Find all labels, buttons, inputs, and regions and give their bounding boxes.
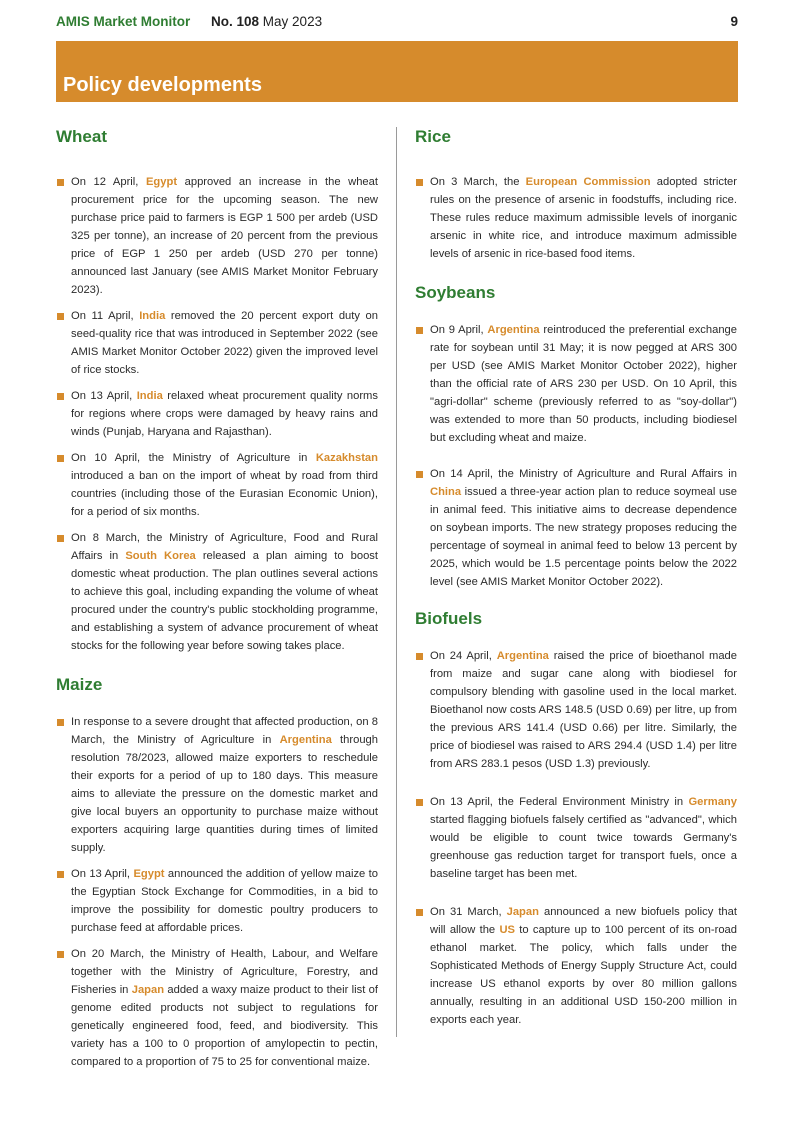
country-name: Argentina [487, 324, 540, 336]
maize-heading: Maize [56, 675, 103, 694]
country-name: Japan [131, 984, 165, 996]
soybeans-item: On 14 April, the Ministry of Agriculture and Rural Affairs in China issued a three-year action plan to reduce soymeal use in animal feed. This initiative aims to decrease dependence on soybean imports. The new strategy proposes reducing the percentage of soymeal in animal feed to below 13 percent by 2025, which would be 1.5 percentage points below the 2022 level (see AMIS Market Monitor October 2022). [415, 465, 737, 591]
page-header [56, 14, 738, 34]
wheat-item: On 11 April, India removed the 20 percent export duty on seed-quality rice that was introduced in September 2022 (see AMIS Market Monitor October 2022) given the improved level of rice stocks. [56, 307, 378, 379]
country-name: Kazakhstan [315, 452, 378, 464]
wheat-item: On 10 April, the Ministry of Agriculture in Kazakhstan introduced a ban on the import of wheat by road from third countries (including those of the Eurasian Economic Union), for a period of six months. [56, 449, 378, 521]
country-name: European Commission [525, 176, 651, 188]
wheat-item: On 13 April, India relaxed wheat procurement quality norms for regions where crops were damaged by heavy rains and winds (Punjab, Haryana and Rajasthan). [56, 387, 378, 441]
section-title: Policy developments [63, 74, 262, 96]
left-column [56, 127, 378, 1071]
country-name: Argentina [279, 734, 332, 746]
country-name: Egypt [133, 868, 165, 880]
maize-item: In response to a severe drought that affected production, on 8 March, the Ministry of Agriculture in Argentina through resolution 78/2023, allowed maize exporters to reschedule their exports for a period of up to 180 days. This measure aims to alleviate the pressure on the domestic market and give local buyers an opportunity to purchase maize without exporters acquiring large quantities during times of limited supply. [56, 713, 378, 857]
country-name: Egypt [145, 176, 178, 188]
section-banner [56, 41, 738, 102]
issue-info [211, 14, 322, 29]
biofuels-item: On 13 April, the Federal Environment Ministry in Germany started flagging biofuels falsely certified as "advanced", which would be eligible to count twice towards Germany's greenhouse gas reduction target for transport fuels, once a baseline target has been met. [415, 793, 737, 883]
country-name: India [139, 310, 166, 322]
country-name: Japan [506, 906, 539, 918]
maize-item: On 20 March, the Ministry of Health, Labour, and Welfare together with the Ministry of Agriculture, Forestry, and Fisheries in Japan added a waxy maize product to their list of genome edited products not subject to regulations for genetically engineered food, feed, and biodiversity. This variety has a 100 to 0 proportion of amylopectin to pectin, compared to a proportion of 75 to 25 for conventional maize. [56, 945, 378, 1071]
country-name: China [430, 486, 462, 498]
wheat-heading: Wheat [56, 127, 107, 146]
right-column [415, 127, 737, 1029]
country-name: Argentina [496, 650, 549, 662]
country-name: South Korea [125, 550, 196, 562]
rice-item: On 3 March, the European Commission adopted stricter rules on the presence of arsenic in foodstuffs, including rice. These rules reduce maximum admissible levels of inorganic arsenic in white rice, and introduce maximum admissible levels of arsenic in rice-based food items. [415, 173, 737, 263]
soybeans-heading: Soybeans [415, 283, 496, 302]
maize-item: On 13 April, Egypt announced the addition of yellow maize to the Egyptian Stock Exchange for Commodities, in a bid to improve the possibility for domestic poultry producers to purchase feed at affordable prices. [56, 865, 378, 937]
country-name: India [136, 390, 163, 402]
page-number: 9 [730, 14, 738, 29]
column-divider [396, 127, 397, 1037]
biofuels-item: On 24 April, Argentina raised the price of bioethanol made from maize and sugar cane along with biodiesel for compulsory blending with gasoline used in the local market. Bioethanol now costs ARS 148.5 (USD 0.69) per litre, up from the previous ARS 141.4 (USD 0.66) per litre. Similarly, the price of biodiesel was raised to ARS 294.4 (USD 1.4) per litre from ARS 283.1 pesos (USD 1.3) previously. [415, 647, 737, 773]
wheat-item: On 12 April, Egypt approved an increase in the wheat procurement price for the upcoming season. The new purchase price paid to farmers is EGP 1 500 per ardeb (USD 325 per tonne), an increase of 20 percent from the previous price of EGP 1 250 per ardeb (USD 270 per tonne) announced last January (see AMIS Market Monitor February 2023). [56, 173, 378, 299]
soybeans-item: On 9 April, Argentina reintroduced the preferential exchange rate for soybean until 31 May; it is now pegged at ARS 300 per USD (see AMIS Market Monitor October 2022), higher than the official rate of ARS 230 per USD. On 10 April, this "agri-dollar" scheme (previously referred to as "soy-dollar") was extended to more than 50 products, including biodiesel but excluding wheat and maize. [415, 321, 737, 447]
wheat-item: On 8 March, the Ministry of Agriculture, Food and Rural Affairs in South Korea released a plan aiming to boost domestic wheat production. The plan outlines several actions to achieve this goal, including expanding the volume of wheat procured under the country's public stockholding programme, and establishing a system of advance procurement of wheat stocks for the following year before sowing takes place. [56, 529, 378, 655]
country-name: Germany [688, 796, 737, 808]
issue-number: No. 108 [211, 14, 260, 29]
country-name: US [499, 924, 515, 936]
issue-date: May 2023 [262, 14, 323, 29]
biofuels-heading: Biofuels [415, 609, 483, 628]
publication-name: AMIS Market Monitor [56, 14, 191, 29]
biofuels-item: On 31 March, Japan announced a new biofuels policy that will allow the US to capture up to 100 percent of its on-road ethanol market. The policy, which falls under the Sophisticated Methods of Energy Supply Structure Act, could increase US ethanol exports by over 80 million gallons annually, resulting in an additional USD 150-200 million in exports each year. [415, 903, 737, 1029]
rice-heading: Rice [415, 127, 451, 146]
